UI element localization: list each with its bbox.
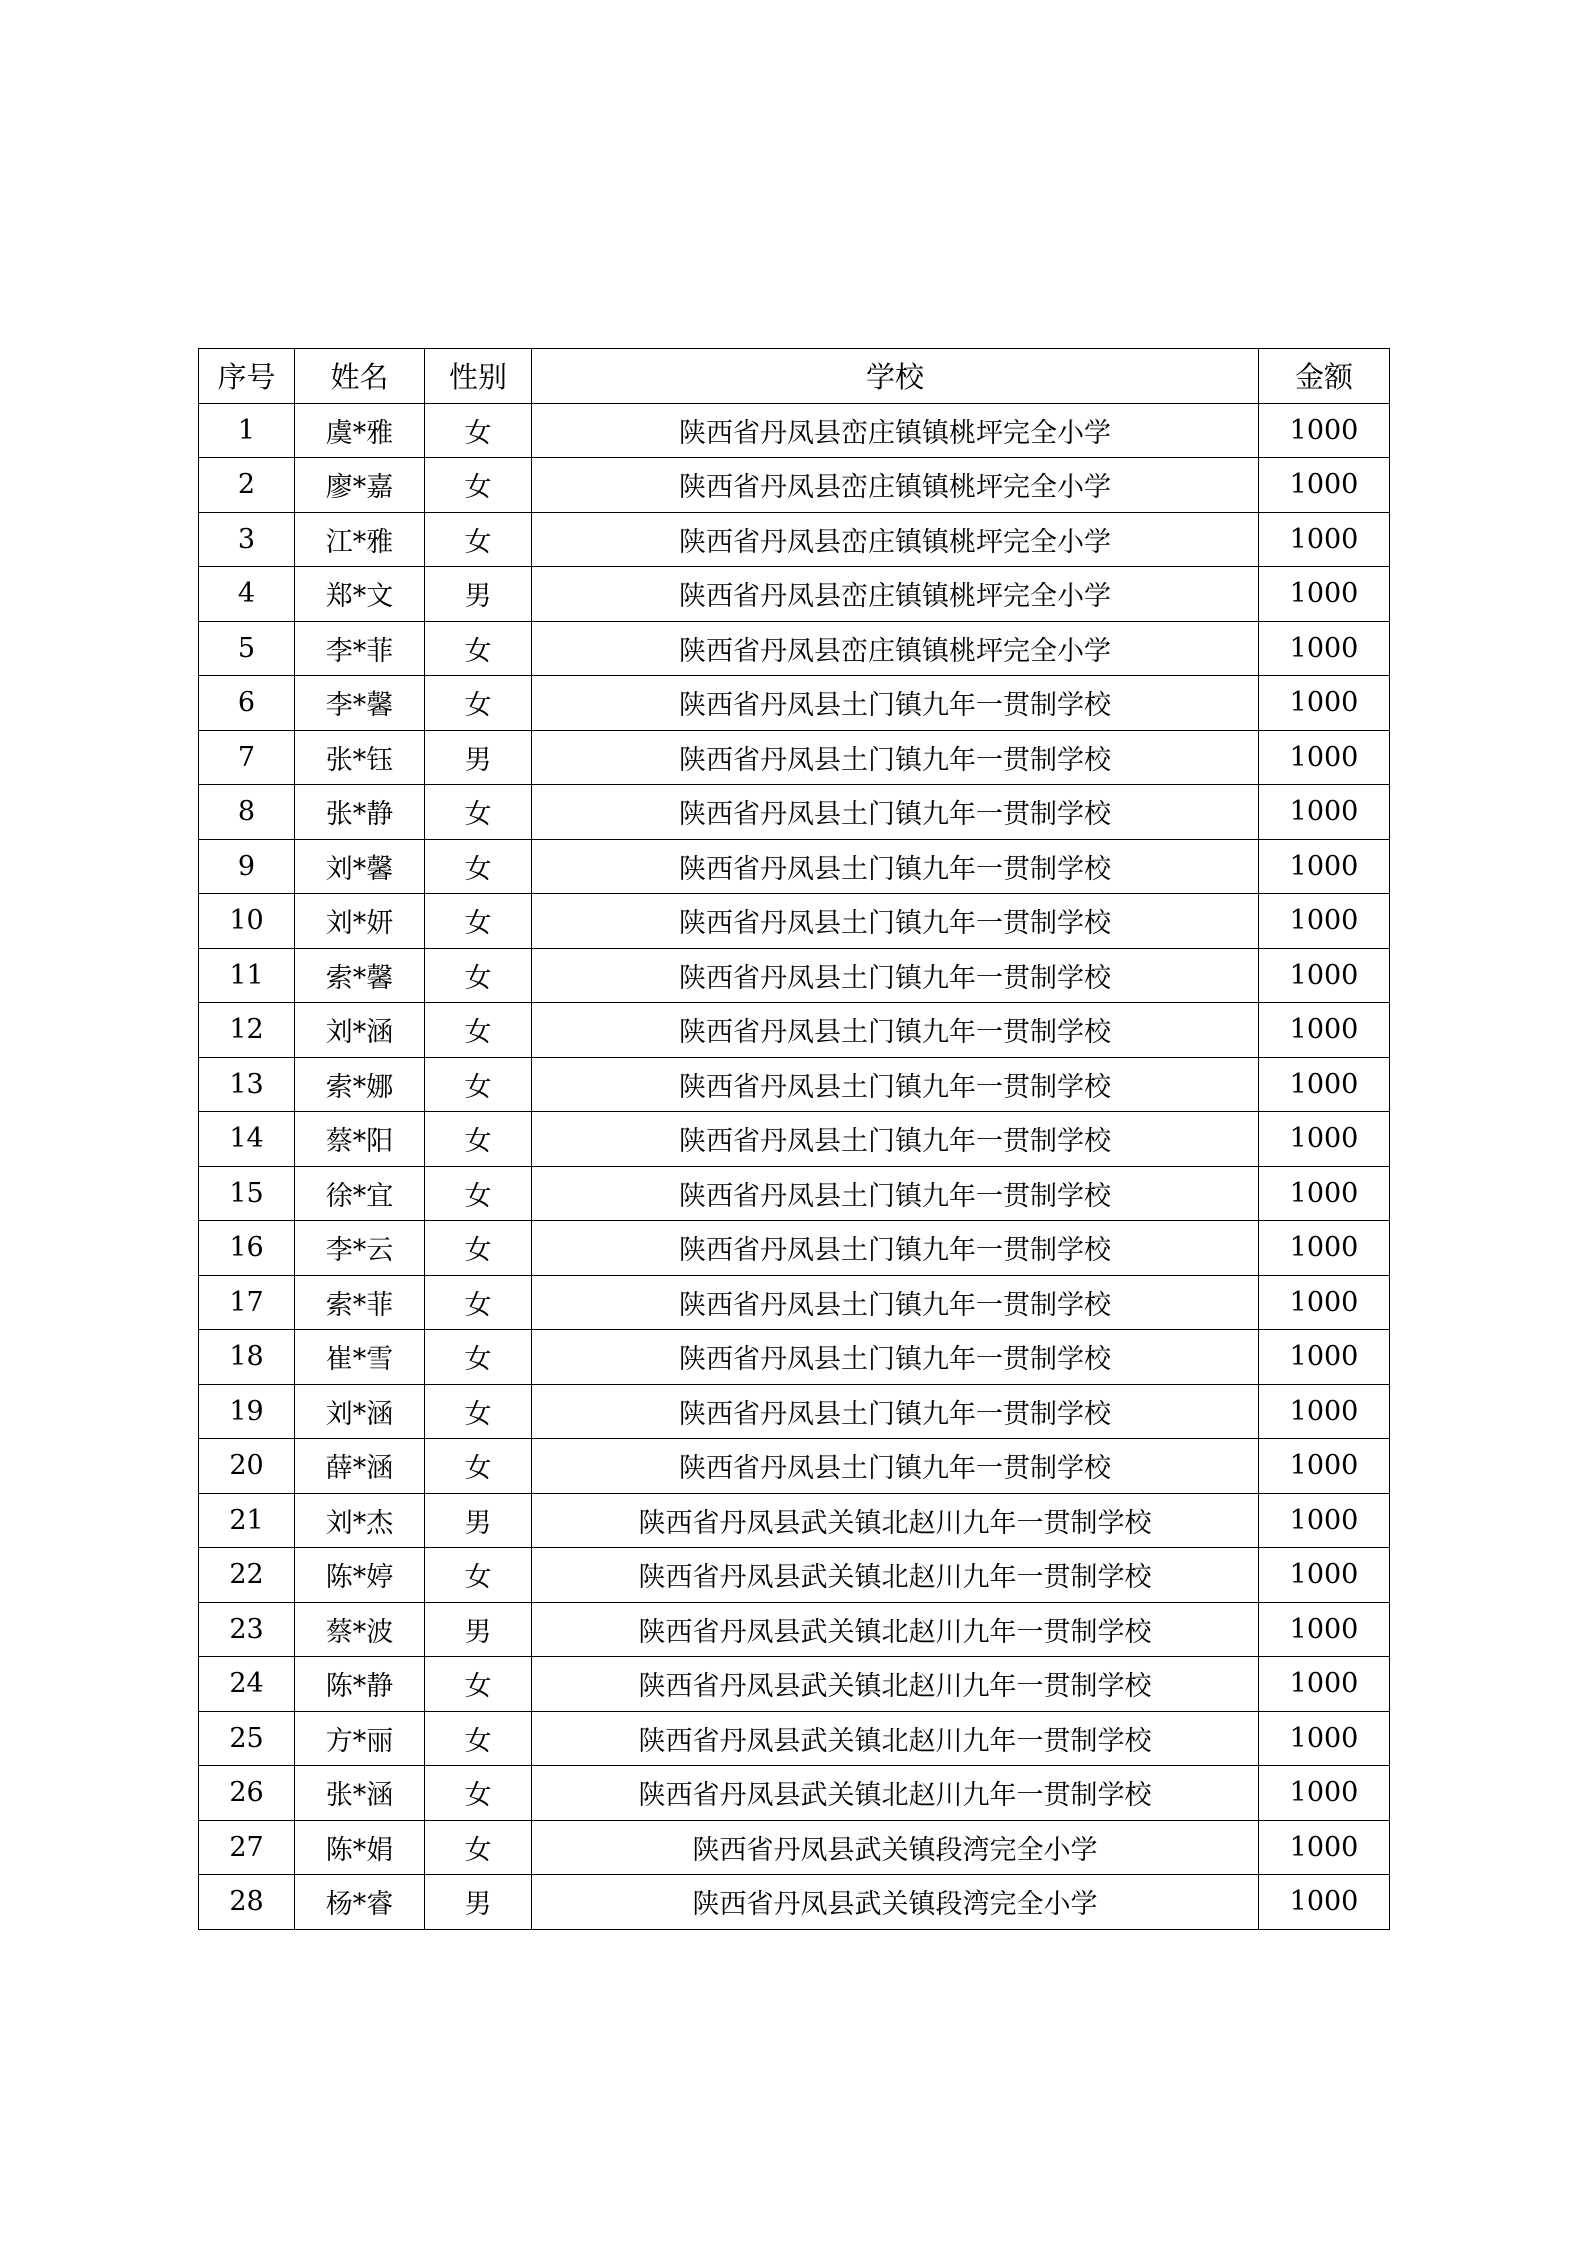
cell-gender: 女 [425, 1384, 532, 1439]
cell-name: 刘*涵 [295, 1384, 425, 1439]
table-row [199, 730, 1390, 785]
cell-school: 陕西省丹凤县土门镇九年一贯制学校 [532, 839, 1259, 894]
cell-no: 7 [199, 730, 295, 785]
cell-amount: 1000 [1259, 1602, 1390, 1657]
table-row [199, 1820, 1390, 1875]
cell-amount: 1000 [1259, 567, 1390, 622]
cell-school: 陕西省丹凤县武关镇北赵川九年一贯制学校 [532, 1711, 1259, 1766]
cell-amount: 1000 [1259, 403, 1390, 458]
header-gender: 性别 [425, 349, 532, 404]
cell-name: 江*雅 [295, 512, 425, 567]
cell-school: 陕西省丹凤县土门镇九年一贯制学校 [532, 894, 1259, 949]
cell-gender: 女 [425, 458, 532, 513]
cell-no: 14 [199, 1112, 295, 1167]
cell-school: 陕西省丹凤县土门镇九年一贯制学校 [532, 676, 1259, 731]
cell-school: 陕西省丹凤县武关镇北赵川九年一贯制学校 [532, 1657, 1259, 1712]
cell-no: 21 [199, 1493, 295, 1548]
cell-name: 刘*妍 [295, 894, 425, 949]
cell-name: 蔡*阳 [295, 1112, 425, 1167]
cell-gender: 女 [425, 1166, 532, 1221]
table-row [199, 403, 1390, 458]
cell-amount: 1000 [1259, 785, 1390, 840]
cell-no: 10 [199, 894, 295, 949]
cell-no: 12 [199, 1003, 295, 1058]
cell-name: 廖*嘉 [295, 458, 425, 513]
cell-gender: 女 [425, 1112, 532, 1167]
cell-school: 陕西省丹凤县土门镇九年一贯制学校 [532, 948, 1259, 1003]
cell-name: 李*菲 [295, 621, 425, 676]
table-row [199, 512, 1390, 567]
cell-no: 11 [199, 948, 295, 1003]
table-row [199, 676, 1390, 731]
header-school: 学校 [532, 349, 1259, 404]
cell-school: 陕西省丹凤县土门镇九年一贯制学校 [532, 1439, 1259, 1494]
cell-school: 陕西省丹凤县峦庄镇镇桃坪完全小学 [532, 512, 1259, 567]
cell-school: 陕西省丹凤县土门镇九年一贯制学校 [532, 1003, 1259, 1058]
table-row [199, 1166, 1390, 1221]
cell-name: 张*静 [295, 785, 425, 840]
table-row [199, 1493, 1390, 1548]
cell-gender: 女 [425, 1711, 532, 1766]
cell-school: 陕西省丹凤县土门镇九年一贯制学校 [532, 785, 1259, 840]
cell-amount: 1000 [1259, 676, 1390, 731]
cell-gender: 女 [425, 1548, 532, 1603]
table-row [199, 894, 1390, 949]
cell-no: 23 [199, 1602, 295, 1657]
cell-amount: 1000 [1259, 1657, 1390, 1712]
cell-name: 刘*涵 [295, 1003, 425, 1058]
cell-school: 陕西省丹凤县土门镇九年一贯制学校 [532, 1166, 1259, 1221]
cell-school: 陕西省丹凤县武关镇段湾完全小学 [532, 1875, 1259, 1930]
cell-amount: 1000 [1259, 1766, 1390, 1821]
cell-no: 4 [199, 567, 295, 622]
cell-gender: 女 [425, 403, 532, 458]
cell-no: 6 [199, 676, 295, 731]
cell-no: 16 [199, 1221, 295, 1276]
cell-school: 陕西省丹凤县峦庄镇镇桃坪完全小学 [532, 403, 1259, 458]
cell-no: 5 [199, 621, 295, 676]
cell-name: 郑*文 [295, 567, 425, 622]
cell-gender: 女 [425, 1766, 532, 1821]
cell-school: 陕西省丹凤县峦庄镇镇桃坪完全小学 [532, 458, 1259, 513]
cell-no: 9 [199, 839, 295, 894]
table-row [199, 1221, 1390, 1276]
cell-school: 陕西省丹凤县土门镇九年一贯制学校 [532, 1330, 1259, 1385]
cell-name: 索*菲 [295, 1275, 425, 1330]
cell-amount: 1000 [1259, 1275, 1390, 1330]
table-row [199, 1548, 1390, 1603]
cell-school: 陕西省丹凤县武关镇北赵川九年一贯制学校 [532, 1493, 1259, 1548]
cell-name: 徐*宜 [295, 1166, 425, 1221]
cell-gender: 女 [425, 1439, 532, 1494]
cell-gender: 男 [425, 1875, 532, 1930]
cell-amount: 1000 [1259, 1330, 1390, 1385]
cell-name: 张*钰 [295, 730, 425, 785]
cell-name: 索*馨 [295, 948, 425, 1003]
table-row [199, 948, 1390, 1003]
cell-gender: 女 [425, 1275, 532, 1330]
cell-amount: 1000 [1259, 1820, 1390, 1875]
cell-amount: 1000 [1259, 730, 1390, 785]
cell-name: 索*娜 [295, 1057, 425, 1112]
table-row [199, 1766, 1390, 1821]
cell-name: 蔡*波 [295, 1602, 425, 1657]
cell-amount: 1000 [1259, 1439, 1390, 1494]
table-body [199, 403, 1390, 1929]
cell-amount: 1000 [1259, 458, 1390, 513]
cell-gender: 女 [425, 785, 532, 840]
cell-amount: 1000 [1259, 839, 1390, 894]
cell-no: 2 [199, 458, 295, 513]
header-amount: 金额 [1259, 349, 1390, 404]
cell-amount: 1000 [1259, 621, 1390, 676]
cell-amount: 1000 [1259, 1384, 1390, 1439]
cell-gender: 女 [425, 948, 532, 1003]
cell-gender: 女 [425, 1657, 532, 1712]
cell-school: 陕西省丹凤县土门镇九年一贯制学校 [532, 1384, 1259, 1439]
cell-amount: 1000 [1259, 1221, 1390, 1276]
cell-name: 李*云 [295, 1221, 425, 1276]
cell-no: 3 [199, 512, 295, 567]
cell-name: 张*涵 [295, 1766, 425, 1821]
table-row [199, 1003, 1390, 1058]
table-row [199, 1657, 1390, 1712]
cell-gender: 男 [425, 1493, 532, 1548]
cell-gender: 女 [425, 676, 532, 731]
cell-gender: 女 [425, 894, 532, 949]
cell-no: 27 [199, 1820, 295, 1875]
cell-amount: 1000 [1259, 1875, 1390, 1930]
cell-name: 崔*雪 [295, 1330, 425, 1385]
cell-name: 陈*静 [295, 1657, 425, 1712]
header-name: 姓名 [295, 349, 425, 404]
table-row [199, 1439, 1390, 1494]
cell-gender: 女 [425, 621, 532, 676]
cell-no: 20 [199, 1439, 295, 1494]
table-row [199, 1112, 1390, 1167]
cell-amount: 1000 [1259, 1493, 1390, 1548]
cell-name: 陈*娟 [295, 1820, 425, 1875]
cell-gender: 女 [425, 1003, 532, 1058]
cell-gender: 女 [425, 512, 532, 567]
cell-name: 刘*杰 [295, 1493, 425, 1548]
table-row [199, 458, 1390, 513]
cell-gender: 男 [425, 567, 532, 622]
table-row [199, 1330, 1390, 1385]
cell-gender: 女 [425, 839, 532, 894]
cell-school: 陕西省丹凤县土门镇九年一贯制学校 [532, 1275, 1259, 1330]
cell-name: 薛*涵 [295, 1439, 425, 1494]
cell-gender: 女 [425, 1330, 532, 1385]
cell-amount: 1000 [1259, 1112, 1390, 1167]
cell-no: 8 [199, 785, 295, 840]
cell-school: 陕西省丹凤县武关镇北赵川九年一贯制学校 [532, 1602, 1259, 1657]
cell-name: 李*馨 [295, 676, 425, 731]
cell-no: 25 [199, 1711, 295, 1766]
cell-gender: 男 [425, 730, 532, 785]
cell-no: 1 [199, 403, 295, 458]
cell-no: 15 [199, 1166, 295, 1221]
cell-name: 陈*婷 [295, 1548, 425, 1603]
cell-amount: 1000 [1259, 948, 1390, 1003]
table-row [199, 1602, 1390, 1657]
table-row [199, 567, 1390, 622]
cell-school: 陕西省丹凤县土门镇九年一贯制学校 [532, 1057, 1259, 1112]
cell-school: 陕西省丹凤县武关镇北赵川九年一贯制学校 [532, 1766, 1259, 1821]
cell-no: 19 [199, 1384, 295, 1439]
cell-name: 虞*雅 [295, 403, 425, 458]
cell-no: 17 [199, 1275, 295, 1330]
table-row [199, 1711, 1390, 1766]
table-header-row [199, 349, 1390, 404]
cell-amount: 1000 [1259, 1057, 1390, 1112]
cell-amount: 1000 [1259, 894, 1390, 949]
table-row [199, 1875, 1390, 1930]
cell-no: 18 [199, 1330, 295, 1385]
cell-name: 刘*馨 [295, 839, 425, 894]
table-row [199, 1384, 1390, 1439]
table-row [199, 1057, 1390, 1112]
cell-school: 陕西省丹凤县武关镇北赵川九年一贯制学校 [532, 1548, 1259, 1603]
cell-school: 陕西省丹凤县武关镇段湾完全小学 [532, 1820, 1259, 1875]
cell-no: 28 [199, 1875, 295, 1930]
cell-amount: 1000 [1259, 1166, 1390, 1221]
cell-school: 陕西省丹凤县峦庄镇镇桃坪完全小学 [532, 567, 1259, 622]
table-row [199, 839, 1390, 894]
cell-no: 13 [199, 1057, 295, 1112]
cell-no: 24 [199, 1657, 295, 1712]
cell-school: 陕西省丹凤县土门镇九年一贯制学校 [532, 1112, 1259, 1167]
cell-school: 陕西省丹凤县峦庄镇镇桃坪完全小学 [532, 621, 1259, 676]
cell-no: 26 [199, 1766, 295, 1821]
cell-name: 方*丽 [295, 1711, 425, 1766]
cell-gender: 女 [425, 1057, 532, 1112]
table-row [199, 621, 1390, 676]
cell-school: 陕西省丹凤县土门镇九年一贯制学校 [532, 730, 1259, 785]
cell-name: 杨*睿 [295, 1875, 425, 1930]
scholarship-roster-table [198, 348, 1390, 1930]
cell-amount: 1000 [1259, 1711, 1390, 1766]
cell-amount: 1000 [1259, 512, 1390, 567]
cell-gender: 女 [425, 1820, 532, 1875]
table-row [199, 1275, 1390, 1330]
table-row [199, 785, 1390, 840]
cell-no: 22 [199, 1548, 295, 1603]
cell-amount: 1000 [1259, 1003, 1390, 1058]
cell-amount: 1000 [1259, 1548, 1390, 1603]
cell-gender: 男 [425, 1602, 532, 1657]
cell-school: 陕西省丹凤县土门镇九年一贯制学校 [532, 1221, 1259, 1276]
header-no: 序号 [199, 349, 295, 404]
cell-gender: 女 [425, 1221, 532, 1276]
